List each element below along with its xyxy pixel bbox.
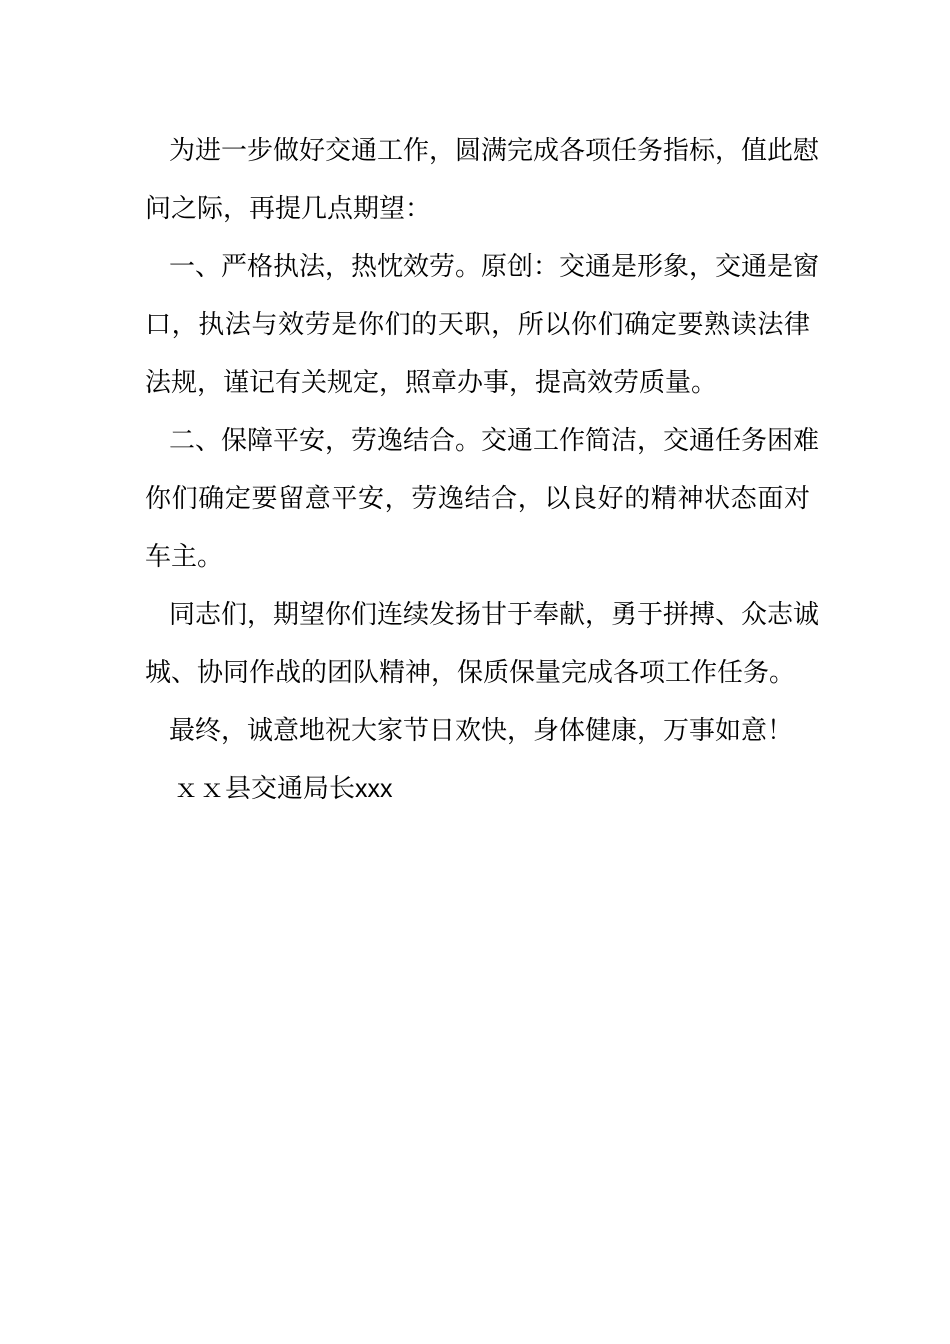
- signature-title: ｘｘ县交通局长: [173, 774, 356, 804]
- paragraph-1-line-1: 为进一步做好交通工作，圆满完成各项任务指标，值此慰: [169, 136, 820, 166]
- paragraph-3-line-1: 二、保障平安，劳逸结合。交通工作简洁，交通任务困难: [169, 426, 820, 456]
- paragraph-3-line-3: 车主。: [145, 542, 224, 572]
- paragraph-2-line-2: 口，执法与效劳是你们的天职，所以你们确定要熟读法律: [145, 310, 810, 340]
- paragraph-1-line-2: 问之际，再提几点期望：: [145, 194, 432, 224]
- paragraph-5-line-1: 最终，诚意地祝大家节日欢快，身体健康，万事如意！: [169, 716, 794, 746]
- document-body: [145, 122, 820, 818]
- paragraph-3-line-2: 你们确定要留意平安，劳逸结合，以良好的精神状态面对: [145, 484, 810, 514]
- paragraph-4-line-1: 同志们，期望你们连续发扬甘于奉献，勇于拼搏、众志诚: [169, 600, 820, 630]
- paragraph-2-line-1: 一、严格执法，热忱效劳。原创：交通是形象，交通是窗: [169, 252, 820, 282]
- signature-name: xxx: [355, 775, 393, 803]
- signature: [145, 760, 810, 818]
- paragraph-4-line-2: 城、协同作战的团队精神，保质保量完成各项工作任务。: [145, 658, 796, 688]
- paragraph-2-line-3: 法规，谨记有关规定，照章办事，提高效劳质量。: [145, 368, 718, 398]
